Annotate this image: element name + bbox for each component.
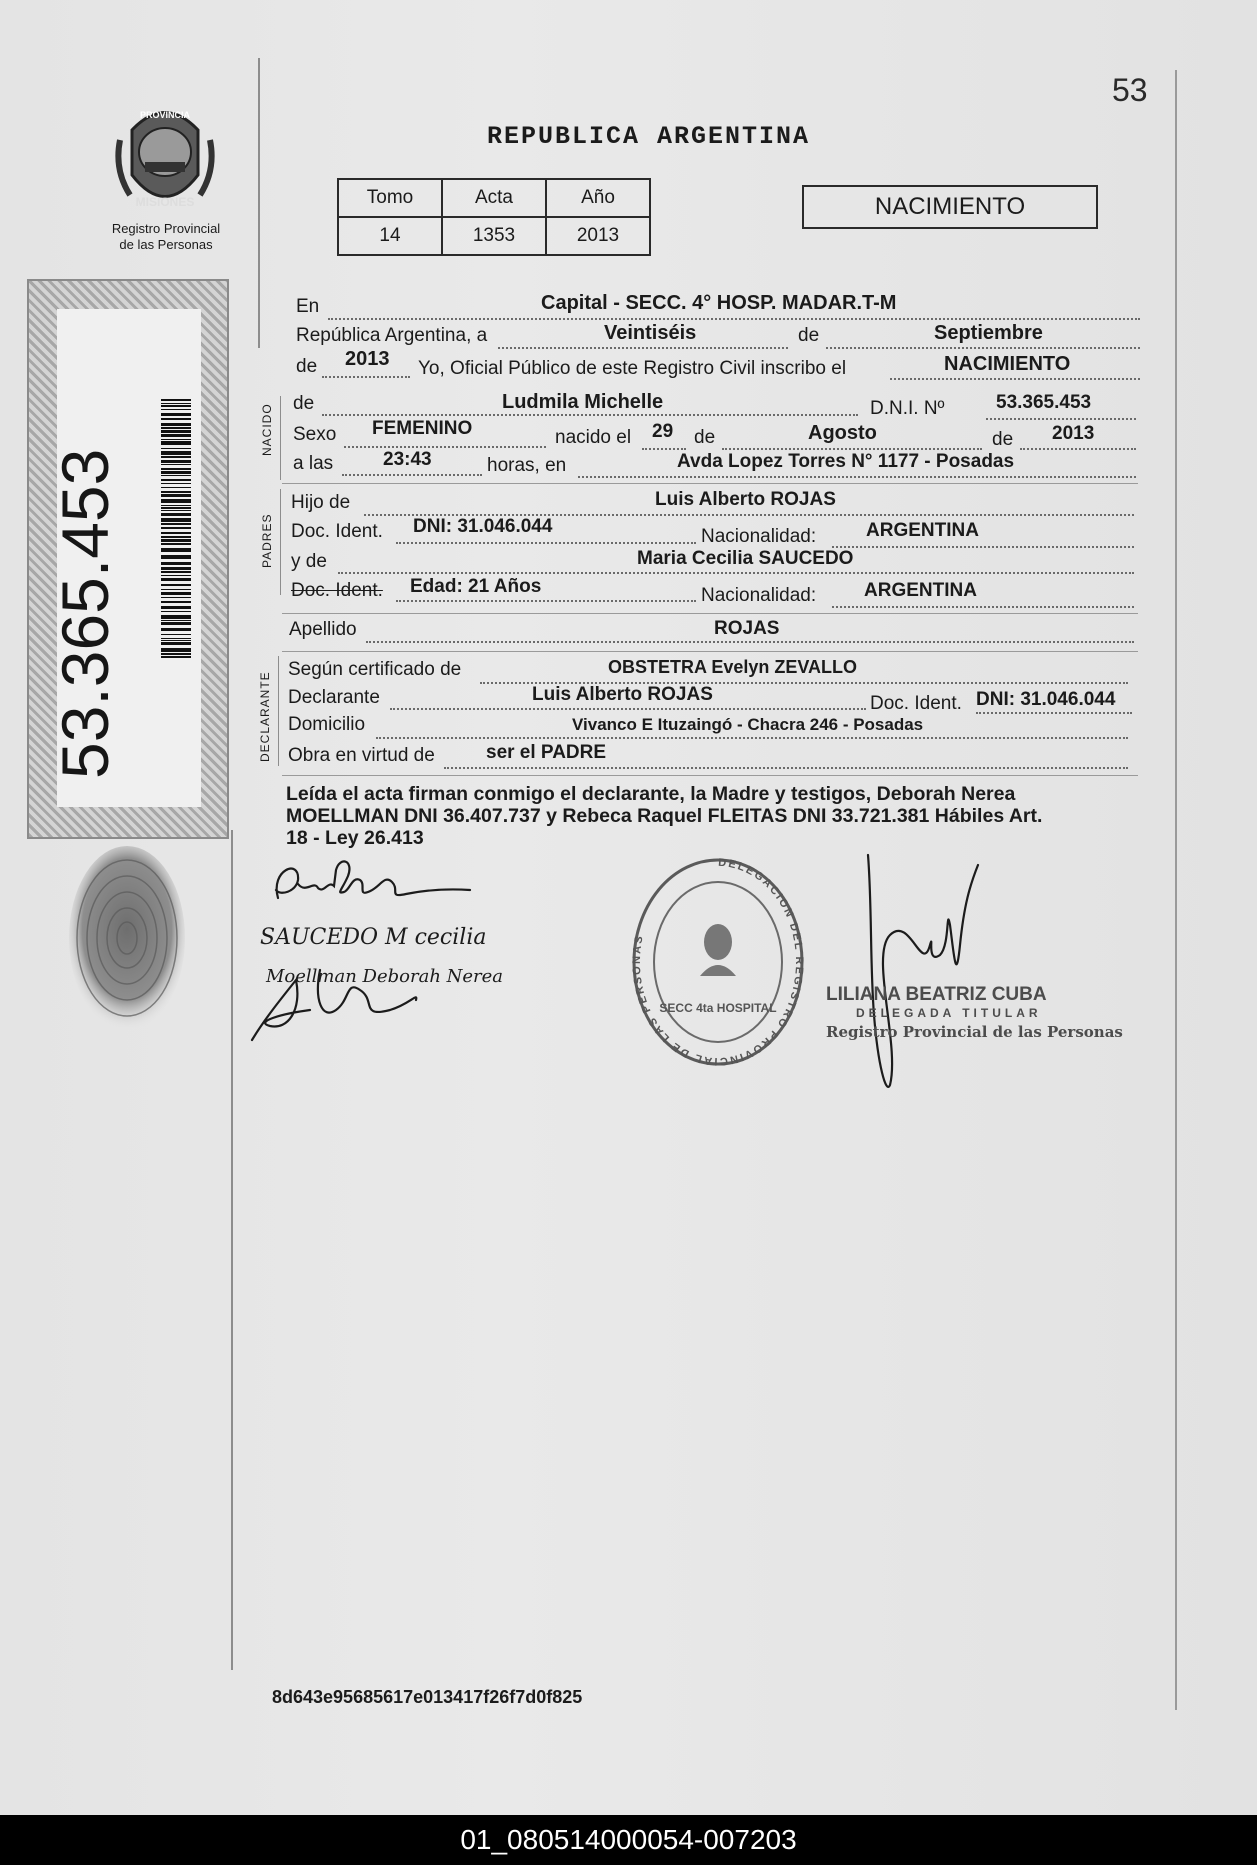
barcode-bar xyxy=(161,491,191,493)
barcode-bar xyxy=(161,606,191,609)
closing-line-2: MOELLMAN DNI 36.407.737 y Rebeca Raquel FLEITAS DNI 33.721.381 Hábiles Art. xyxy=(286,805,1043,827)
barcode-bar xyxy=(161,441,191,445)
barcode-bar xyxy=(161,653,191,655)
barcode-bar xyxy=(161,543,191,545)
barcode-bar xyxy=(161,638,191,639)
logo-caption-line2: de las Personas xyxy=(119,237,213,252)
de-label-2: de xyxy=(296,356,318,377)
horas-label: horas, en xyxy=(487,455,567,476)
declarante-label: Declarante xyxy=(288,687,380,708)
dia-value: Veintiséis xyxy=(604,322,697,344)
lugar-value: Avda Lopez Torres N° 1177 - Posadas xyxy=(677,451,1015,472)
tomo-value: 14 xyxy=(338,217,442,255)
domicilio-value: Vivanco E Ituzaingó - Chacra 246 - Posadas xyxy=(572,715,924,734)
barcode-bar xyxy=(161,468,191,470)
de-label-1: de xyxy=(798,325,820,346)
barcode-bar xyxy=(161,427,191,429)
province-logo-icon xyxy=(112,100,218,220)
mes-value: Septiembre xyxy=(934,322,1043,344)
page-title: REPUBLICA ARGENTINA xyxy=(486,122,811,151)
domicilio-label: Domicilio xyxy=(288,714,366,735)
logo-ring-top: PROVINCIA xyxy=(139,110,191,120)
padre-value: Luis Alberto ROJAS xyxy=(655,489,836,510)
barcode-bar xyxy=(161,405,191,407)
footer-id: 01_080514000054-007203 xyxy=(0,1815,1257,1865)
barcode-bar xyxy=(161,536,191,538)
barcode-bar xyxy=(161,601,191,603)
barcode-bar xyxy=(161,611,191,612)
seal-ring-text: DELEGACION DEL REGISTRO PROVINCIAL DE LAS PERSONAS xyxy=(630,856,805,1068)
apellido-label: Apellido xyxy=(289,619,357,640)
barcode-bar xyxy=(161,409,191,410)
barcode-bar xyxy=(161,634,191,635)
margin-line-top xyxy=(258,58,260,348)
barcode-bar xyxy=(161,434,191,437)
right-margin-line xyxy=(1175,70,1177,1710)
signature-father-icon xyxy=(276,861,470,898)
official-signature-icon xyxy=(850,845,1010,1105)
logo-caption xyxy=(96,221,236,253)
sexo-value: FEMENINO xyxy=(372,418,473,439)
de-label-3: de xyxy=(293,393,315,414)
side-label-declarante: DECLARANTE xyxy=(258,671,272,762)
declarante-doc-value: DNI: 31.046.044 xyxy=(976,689,1116,710)
sexo-label: Sexo xyxy=(293,424,337,445)
barcode-bar xyxy=(161,584,191,586)
barcode-bar xyxy=(161,479,191,481)
barcode-bar xyxy=(161,507,191,509)
barcode-bar xyxy=(161,460,191,463)
nombre-value: Ludmila Michelle xyxy=(502,391,664,413)
doc-label-3: Doc. Ident. xyxy=(870,693,962,714)
certificado-label: Según certificado de xyxy=(288,659,462,680)
barcode-bar xyxy=(161,620,191,621)
inscribe-value: NACIMIENTO xyxy=(944,353,1071,375)
signature-witness: Moellman Deborah Nerea xyxy=(266,966,504,987)
official-name: LILIANA BEATRIZ CUBA xyxy=(826,984,1047,1005)
barcode-bar xyxy=(161,523,191,525)
logo-caption-line1: Registro Provincial xyxy=(111,221,221,236)
barcode-bar xyxy=(161,628,191,631)
nacionalidad-label-2: Nacionalidad: xyxy=(701,585,817,606)
dni-value: 53.365.453 xyxy=(996,392,1092,413)
doc-label-2: Doc. Ident. xyxy=(291,580,383,601)
barcode-bar xyxy=(161,597,191,598)
official-stamp xyxy=(826,985,1123,1042)
padre-doc-value: DNI: 31.046.044 xyxy=(413,516,553,537)
margin-line-bottom xyxy=(231,830,233,1670)
barcode-bar xyxy=(161,475,191,476)
madre-value: Maria Cecilia SAUCEDO xyxy=(637,548,854,569)
barcode-area: 53.365.453 xyxy=(57,309,201,807)
a-las-label: a las xyxy=(293,453,334,474)
madre-doc-value: Edad: 21 Años xyxy=(410,576,542,597)
declarante-value: Luis Alberto ROJAS xyxy=(532,684,713,705)
acta-header: Acta xyxy=(442,179,546,217)
barcode-bar xyxy=(161,513,191,516)
barcode-bar xyxy=(161,575,191,576)
barcode-bar xyxy=(161,413,191,416)
en-value: Capital - SECC. 4° HOSP. MADAR.T-M xyxy=(541,292,897,314)
barcode-bar xyxy=(161,505,191,506)
official-seal-icon xyxy=(628,836,808,1086)
barcode-bar xyxy=(161,464,191,465)
ano-value: 2013 xyxy=(546,217,650,255)
barcode-bar xyxy=(161,578,191,581)
ano-value: 2013 xyxy=(345,348,390,370)
doc-label-1: Doc. Ident. xyxy=(291,521,383,542)
de-label-5: de xyxy=(992,429,1014,450)
hora-value: 23:43 xyxy=(383,449,432,470)
closing-line-1: Leída el acta firman conmigo el declarante, la Madre y testigos, Deborah Nerea xyxy=(286,783,1016,805)
barcode-bar xyxy=(161,418,191,420)
nacido-label: nacido el xyxy=(555,427,632,448)
svg-text:DELEGACION DEL REGISTRO PROVIN xyxy=(631,857,805,1067)
barcode-bar xyxy=(161,567,191,570)
barcode-bar xyxy=(161,439,191,440)
dni-label: D.N.I. Nº xyxy=(870,398,945,419)
barcode-bar xyxy=(161,656,191,658)
barcode-bar xyxy=(161,399,191,401)
republica-label: República Argentina, a xyxy=(296,325,488,346)
document-hash: 8d643e95685617e013417f26f7d0f825 xyxy=(272,1687,583,1707)
official-title: DELEGADA TITULAR xyxy=(856,1006,1042,1020)
nacionalidad-label-1: Nacionalidad: xyxy=(701,526,817,547)
barcode-bar xyxy=(161,642,191,645)
barcode-bar xyxy=(161,548,191,552)
barcode-bar xyxy=(161,527,191,529)
official-registry: Registro Provincial de las Personas xyxy=(826,1023,1123,1041)
seal-center-text: SECC 4ta HOSPITAL xyxy=(659,1001,777,1015)
barcode-bar xyxy=(161,592,191,595)
barcode-panel xyxy=(27,279,229,839)
apellido-value: ROJAS xyxy=(714,618,780,639)
barcode-bar xyxy=(161,555,191,559)
barcode-bar xyxy=(161,456,191,458)
barcode-bar xyxy=(161,589,191,590)
nac-mes-value: Agosto xyxy=(808,422,877,444)
barcode-bar xyxy=(161,471,191,474)
hijo-label: Hijo de xyxy=(291,492,351,513)
oficial-text: Yo, Oficial Público de este Registro Civil inscribo el xyxy=(418,358,847,379)
padre-nac-value: ARGENTINA xyxy=(866,520,979,541)
side-label-nacido: NACIDO xyxy=(260,403,274,456)
barcode-bar xyxy=(161,562,191,565)
registry-table xyxy=(337,178,651,256)
signature-mother: SAUCEDO M cecilia xyxy=(260,925,487,950)
acta-value: 1353 xyxy=(442,217,546,255)
document-type-box: NACIMIENTO xyxy=(802,185,1098,229)
barcode-bar xyxy=(161,622,191,625)
side-label-padres: PADRES xyxy=(260,513,274,568)
barcode-bar xyxy=(161,499,191,503)
barcode-bar xyxy=(161,483,191,484)
barcode-bar xyxy=(161,648,191,652)
barcode-bar xyxy=(161,615,191,619)
barcode-bar xyxy=(161,494,191,497)
closing-line-3: 18 - Ley 26.413 xyxy=(286,827,424,849)
obra-value: ser el PADRE xyxy=(486,742,607,763)
barcode-bar xyxy=(161,539,191,542)
de-label-4: de xyxy=(694,427,716,448)
nac-dia-value: 29 xyxy=(652,421,674,442)
tomo-header: Tomo xyxy=(338,179,442,217)
barcode-bar xyxy=(161,423,191,426)
barcode-bar xyxy=(161,430,191,433)
page-number: 53 xyxy=(1112,72,1148,108)
barcode-bar xyxy=(161,640,191,641)
logo-ring-bottom: MISIONES xyxy=(135,195,195,209)
barcode-bar xyxy=(161,487,191,488)
signatures-block xyxy=(240,850,600,1050)
fingerprint-icon xyxy=(62,838,192,1038)
certificado-value: OBSTETRA Evelyn ZEVALLO xyxy=(608,657,858,677)
barcode-bar xyxy=(161,532,191,534)
barcode-bar xyxy=(161,451,191,455)
madre-nac-value: ARGENTINA xyxy=(864,580,977,601)
nac-ano-value: 2013 xyxy=(1052,423,1095,444)
barcode-bar xyxy=(161,518,191,522)
obra-label: Obra en virtud de xyxy=(288,745,435,766)
barcode-bar xyxy=(161,448,191,449)
barcode-bar xyxy=(161,510,191,511)
y-de-label: y de xyxy=(291,551,327,572)
ano-header: Año xyxy=(546,179,650,217)
barcode-bar xyxy=(161,571,191,573)
en-label: En xyxy=(296,296,320,317)
barcode-bar xyxy=(161,403,191,404)
